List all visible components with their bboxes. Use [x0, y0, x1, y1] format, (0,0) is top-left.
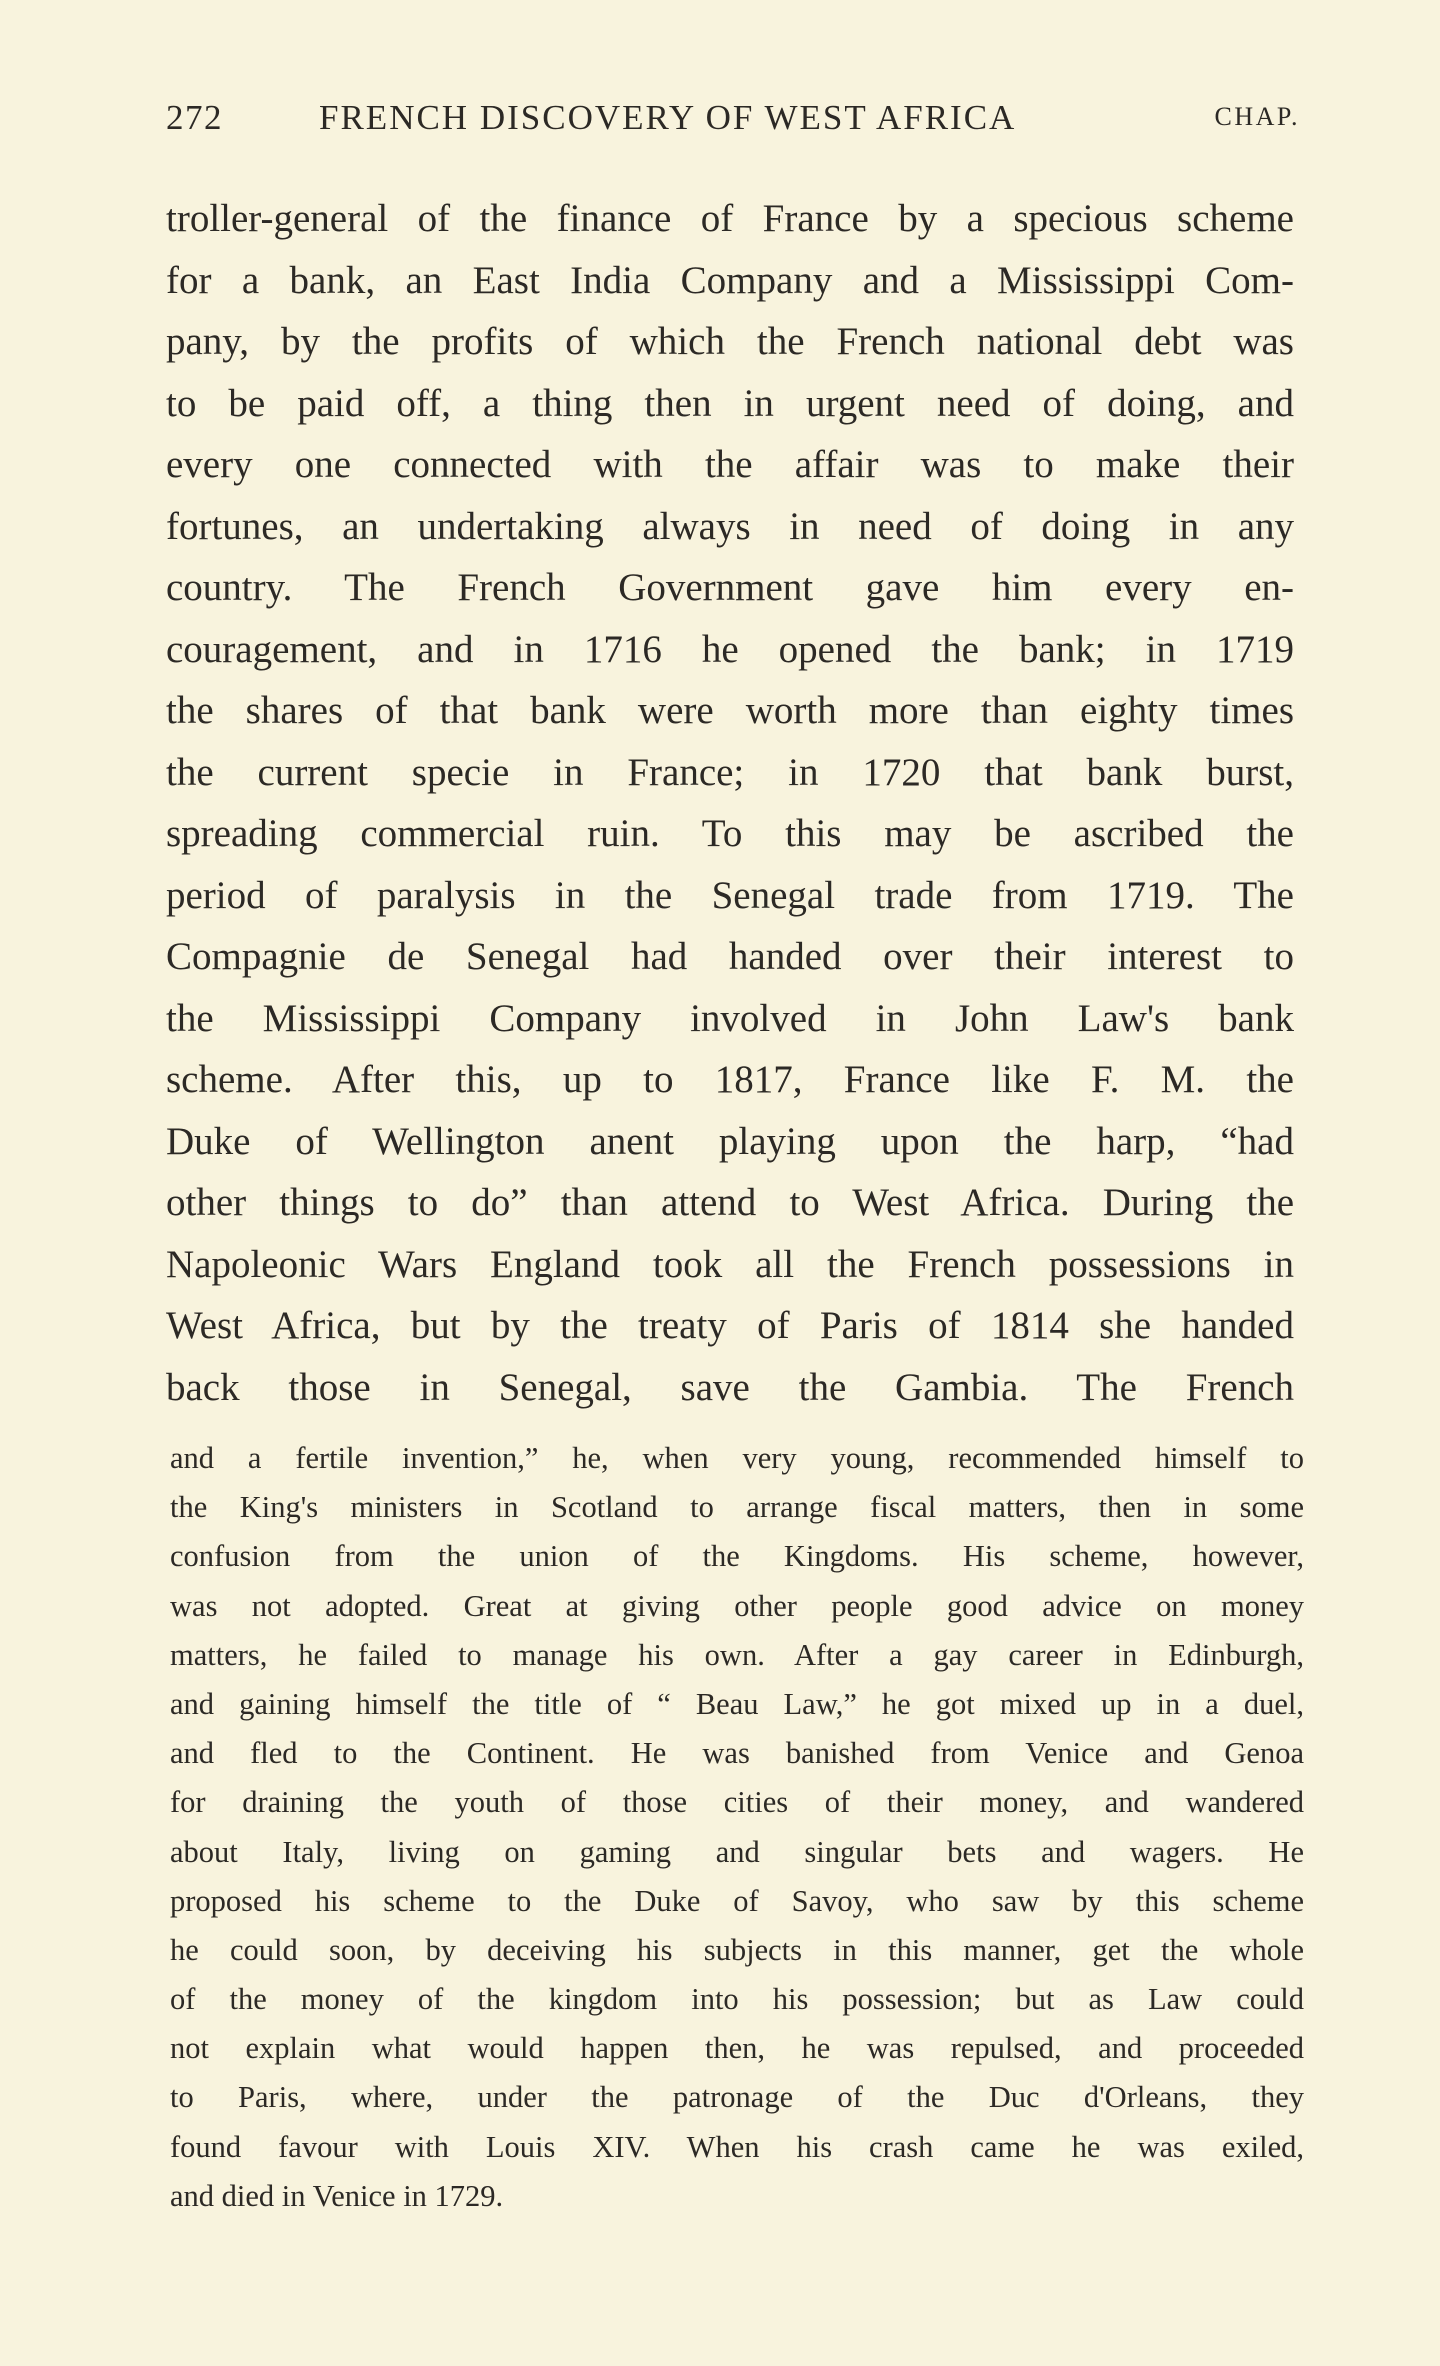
footnote-line: and a fertile invention,” he, when very young, recommended himself to — [170, 1441, 1304, 1475]
page-number: 272 — [166, 98, 223, 137]
body-line: period of paralysis in the Senegal trade from 1719. The — [166, 873, 1294, 917]
main-text — [166, 188, 1294, 1418]
running-header — [166, 98, 1300, 152]
footnote-line: he could soon, by deceiving his subjects in this manner, get the whole — [170, 1932, 1304, 1967]
footnote-line: to Paris, where, under the patronage of the Duc d'Orleans, they — [170, 2080, 1304, 2115]
body-line: Napoleonic Wars England took all the French possessions in — [166, 1242, 1294, 1286]
footnote-line: found favour with Louis XIV. When his crash came he was exiled, — [170, 2129, 1304, 2164]
body-line: other things to do” than attend to West Africa. During the — [166, 1181, 1294, 1224]
body-line: back those in Senegal, save the Gambia. The French — [166, 1365, 1294, 1409]
body-line: the current specie in France; in 1720 that bank burst, — [166, 750, 1294, 794]
body-line: every one connected with the affair was to make their — [166, 443, 1294, 486]
body-line: pany, by the profits of which the French national debt was — [166, 320, 1294, 363]
body-line: spreading commercial ruin. To this may be ascribed the — [166, 812, 1294, 855]
running-title: FRENCH DISCOVERY OF WEST AFRICA — [319, 98, 1017, 137]
body-line: troller-general of the finance of France by a specious scheme — [166, 197, 1294, 240]
footnote-line: and gaining himself the title of “ Beau Law,” he got mixed up in a duel, — [170, 1686, 1304, 1721]
footnote-line: of the money of the kingdom into his possession; but as Law could — [170, 1982, 1304, 2017]
body-line: the shares of that bank were worth more than eighty times — [166, 689, 1294, 732]
body-line: the Mississippi Company involved in John Law's bank — [166, 996, 1294, 1040]
footnote-line: confusion from the union of the Kingdoms. His scheme, however, — [170, 1539, 1304, 1574]
body-line: fortunes, an undertaking always in need of doing in any — [166, 504, 1294, 548]
body-line: Compagnie de Senegal had handed over their interest to — [166, 935, 1294, 978]
body-line: scheme. After this, up to 1817, France like F. M. the — [166, 1058, 1294, 1101]
footnote-line: and died in Venice in 1729. — [170, 2178, 504, 2213]
body-line: Duke of Wellington anent playing upon the harp, “had — [166, 1119, 1294, 1163]
body-line: to be paid off, a thing then in urgent need of doing, and — [166, 381, 1294, 425]
footnote-line: the King's ministers in Scotland to arrange fiscal matters, then in some — [170, 1490, 1304, 1525]
body-line: for a bank, an East India Company and a Mississippi Com- — [166, 258, 1294, 302]
footnote-line: for draining the youth of those cities of their money, and wandered — [170, 1785, 1304, 1820]
footnote-line: not explain what would happen then, he was repulsed, and proceeded — [170, 2031, 1304, 2066]
footnote-line: proposed his scheme to the Duke of Savoy, who saw by this scheme — [170, 1883, 1304, 1918]
body-line: couragement, and in 1716 he opened the bank; in 1719 — [166, 627, 1294, 671]
footnote-line: about Italy, living on gaming and singular bets and wagers. He — [170, 1834, 1304, 1869]
body-line: West Africa, but by the treaty of Paris of 1814 she handed — [166, 1304, 1294, 1347]
chapter-label: CHAP. — [1214, 102, 1300, 131]
footnote-line: and fled to the Continent. He was banished from Venice and Genoa — [170, 1736, 1304, 1771]
footnote-line: was not adopted. Great at giving other people good advice on money — [170, 1588, 1304, 1623]
footnote-line: matters, he failed to manage his own. After a gay career in Edinburgh, — [170, 1637, 1304, 1672]
body-line: country. The French Government gave him every en- — [166, 566, 1294, 609]
footnote — [170, 1434, 1304, 2221]
